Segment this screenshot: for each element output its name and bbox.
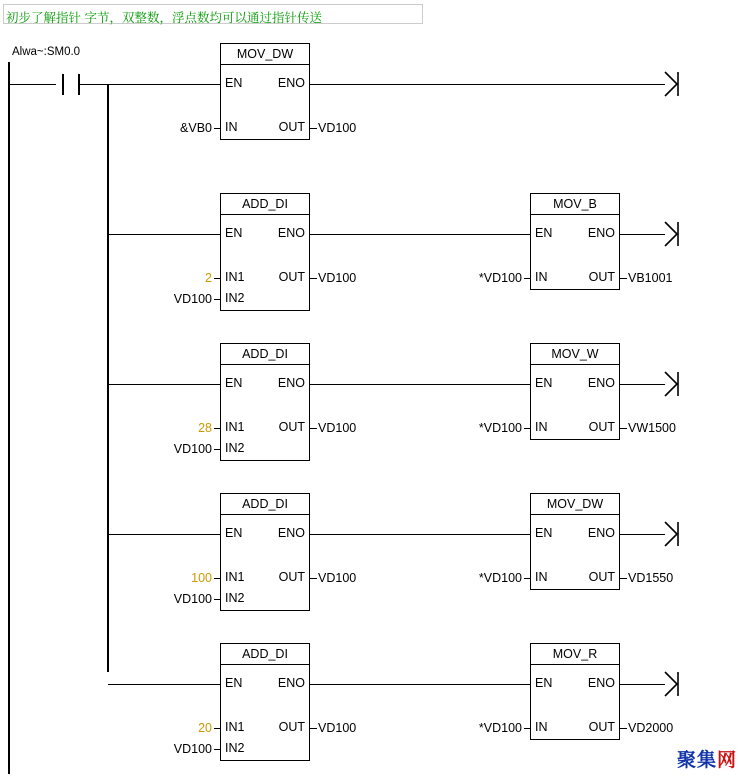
block-mov-b[interactable] [530,193,620,290]
rung2-block2-out-tick [620,278,627,279]
rung4-eno-wire [310,534,530,535]
watermark [677,745,737,772]
rung5-in2-operand[interactable]: VD100 [173,742,212,756]
pin-en: EN [225,76,243,90]
rung4-block2-eno-wire [620,534,665,535]
rail-link-wire [10,84,56,85]
rung2-in1-tick [214,278,221,279]
pin-in: IN [535,720,548,734]
pin-en: EN [225,676,243,690]
pin-in2: IN2 [225,441,245,455]
pin-eno: ENO [587,226,615,240]
pin-in: IN [535,570,548,584]
rung3-en-wire [108,384,220,385]
rung5-eno-wire [310,684,530,685]
rung4-in2-operand[interactable]: VD100 [173,592,212,606]
rung4-in1-tick [214,578,221,579]
rung2-in2-tick [214,299,221,300]
block-add-di-2[interactable] [220,343,310,461]
rung5-in1-tick [214,728,221,729]
rung1-eno-wire [310,84,665,85]
rung4-out-tick [310,578,317,579]
block-title: MOV_B [531,194,619,215]
left-power-rail [8,62,10,774]
rung5-en-wire [108,684,220,685]
network-comment: 初步了解指针 字节，双整数，浮点数均可以通过指针传送 [6,11,322,25]
rung5-block2-out-tick [620,728,627,729]
rung5-out2-operand[interactable]: VD2000 [628,721,674,735]
pin-en: EN [225,526,243,540]
rung3-out2-operand[interactable]: VW1500 [628,421,676,435]
block-add-di-4[interactable] [220,643,310,761]
pin-eno: ENO [587,526,615,540]
block-title: MOV_DW [531,494,619,515]
pin-eno: ENO [277,676,305,690]
pin-eno: ENO [277,526,305,540]
pin-in: IN [535,420,548,434]
block-add-di-3[interactable] [220,493,310,611]
rung4-block2-out-tick [620,578,627,579]
rung5-block2-in-tick [524,728,531,729]
block-mov-r[interactable] [530,643,620,740]
rung1-out-operand[interactable]: VD100 [318,121,357,135]
pin-in2: IN2 [225,291,245,305]
pin-out: OUT [588,270,615,284]
rung3-block2-eno-wire [620,384,665,385]
watermark-text-1: 聚集 [676,750,717,771]
rung3-block2-in-tick [524,428,531,429]
block-mov-w[interactable] [530,343,620,440]
rung2-in2-operand[interactable]: VD100 [173,292,212,306]
rung5-output-arrow-icon [664,671,686,697]
rung3-in1-tick [214,428,221,429]
rung4-block2-in-tick [524,578,531,579]
rung4-out2-operand[interactable]: VD1550 [628,571,674,585]
rung2-block2-in-tick [524,278,531,279]
rung2-in1-operand[interactable]: 2 [205,271,212,285]
pin-in2: IN2 [225,591,245,605]
pin-en: EN [535,376,553,390]
rung4-in1-operand[interactable]: 100 [191,571,212,585]
rung2-eno-wire [310,234,530,235]
pin-eno: ENO [277,376,305,390]
pin-en: EN [535,226,553,240]
rung3-in2-tick [214,449,221,450]
rung1-in-operand[interactable]: &VB0 [180,121,212,135]
rung5-in2-block-operand[interactable]: *VD100 [478,721,522,735]
pin-in1: IN1 [225,720,245,734]
rung4-en-wire [108,534,220,535]
rung2-output-arrow-icon [664,221,686,247]
pin-out: OUT [278,720,305,734]
rung3-in2-operand[interactable]: VD100 [173,442,212,456]
rung3-output-arrow-icon [664,371,686,397]
rung1-out-tick [310,128,317,129]
block-title: MOV_W [531,344,619,365]
pin-out: OUT [278,570,305,584]
block-title: MOV_R [531,644,619,665]
rung4-out-operand[interactable]: VD100 [318,571,357,585]
block-title: ADD_DI [221,644,309,665]
watermark-text-2: 网 [716,750,737,771]
rung4-output-arrow-icon [664,521,686,547]
pin-en: EN [535,526,553,540]
rung2-out2-operand[interactable]: VB1001 [628,271,673,285]
pin-out: OUT [278,270,305,284]
contact-out-wire [80,84,108,85]
block-add-di-1[interactable] [220,193,310,311]
rung5-in2-tick [214,749,221,750]
rung2-in2-block-operand[interactable]: *VD100 [478,271,522,285]
rung2-block2-eno-wire [620,234,665,235]
pin-eno: ENO [587,676,615,690]
pin-in1: IN1 [225,420,245,434]
rung3-eno-wire [310,384,530,385]
pin-eno: ENO [587,376,615,390]
rung2-out-operand[interactable]: VD100 [318,271,357,285]
pin-en: EN [225,376,243,390]
pin-in: IN [225,120,238,134]
block-title: MOV_DW [221,44,309,65]
block-title: ADD_DI [221,344,309,365]
rung5-in1-operand[interactable]: 20 [198,721,212,735]
rung4-in2-tick [214,599,221,600]
block-title: ADD_DI [221,494,309,515]
rung1-en-wire [108,84,220,85]
pin-in1: IN1 [225,570,245,584]
rung5-out-operand[interactable]: VD100 [318,721,357,735]
block-title: ADD_DI [221,194,309,215]
rung1-in-tick [214,128,221,129]
pin-in: IN [535,270,548,284]
rung1-output-arrow-icon [664,71,686,97]
branch-bus [107,84,109,672]
block-mov-dw-2[interactable] [530,493,620,590]
rung3-out-operand[interactable]: VD100 [318,421,357,435]
pin-out: OUT [278,420,305,434]
rung2-out-tick [310,278,317,279]
pin-en: EN [225,226,243,240]
pin-en: EN [535,676,553,690]
rung5-block2-eno-wire [620,684,665,685]
pin-in1: IN1 [225,270,245,284]
rung4-in2-block-operand[interactable]: *VD100 [478,571,522,585]
rung3-out-tick [310,428,317,429]
pin-out: OUT [278,120,305,134]
pin-in2: IN2 [225,741,245,755]
pin-eno: ENO [277,226,305,240]
block-mov-dw-1[interactable] [220,43,310,140]
contact-label: Alwa~:SM0.0 [12,46,81,58]
pin-out: OUT [588,720,615,734]
rung3-in1-operand[interactable]: 28 [198,421,212,435]
pin-eno: ENO [277,76,305,90]
rung3-in2-block-operand[interactable]: *VD100 [478,421,522,435]
rung3-block2-out-tick [620,428,627,429]
pin-out: OUT [588,570,615,584]
rung5-out-tick [310,728,317,729]
rung2-en-wire [108,234,220,235]
pin-out: OUT [588,420,615,434]
